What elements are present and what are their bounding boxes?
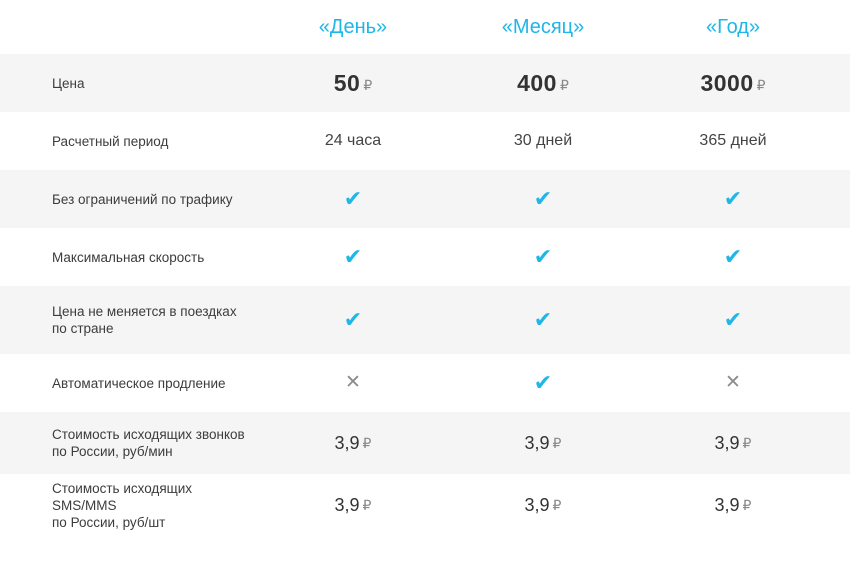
rate-value: 3,9 — [334, 494, 360, 515]
cell-sms-month — [448, 495, 638, 516]
row-label-auto-renewal: Автоматическое продление — [52, 375, 226, 391]
currency-symbol: ₽ — [559, 76, 569, 93]
price-value: 3000 — [700, 69, 754, 96]
row-label-line2: по стране — [52, 321, 114, 336]
row-label-line1: Цена не меняется в поездках — [52, 304, 237, 319]
period-value: 30 дней — [513, 132, 573, 149]
row-label-unlimited-traffic: Без ограничений по трафику — [52, 191, 233, 207]
column-header-year: «Год» — [705, 15, 761, 38]
cell-auto-year — [638, 373, 828, 393]
table-row — [0, 228, 850, 286]
table-row — [0, 112, 850, 170]
cell-speed-day — [258, 243, 448, 269]
column-header-month: «Месяц» — [501, 15, 585, 38]
cross-icon: ✕ — [725, 372, 741, 393]
cell-roaming-month — [448, 306, 638, 332]
currency-symbol: ₽ — [742, 496, 752, 513]
check-icon: ✔ — [533, 243, 553, 269]
rate-value: 3,9 — [714, 432, 740, 453]
check-icon: ✔ — [723, 185, 743, 211]
row-label-line1: Стоимость исходящих звонков — [52, 427, 245, 442]
cell-speed-month — [448, 243, 638, 269]
currency-symbol: ₽ — [552, 434, 562, 451]
cell-period-year — [638, 132, 828, 150]
cell-calls-month — [448, 433, 638, 454]
price-value: 400 — [517, 69, 557, 96]
check-icon: ✔ — [343, 243, 363, 269]
table-header-row — [0, 0, 850, 54]
check-icon: ✔ — [343, 306, 363, 332]
rate-value: 3,9 — [524, 494, 550, 515]
rate-value: 3,9 — [334, 432, 360, 453]
cell-roaming-day — [258, 306, 448, 332]
table-row — [0, 474, 850, 536]
cell-auto-month — [448, 369, 638, 395]
cell-price-month — [448, 70, 638, 97]
row-label-price: Цена — [52, 75, 85, 91]
cell-calls-day — [258, 433, 448, 454]
period-value: 365 дней — [699, 132, 767, 149]
cross-icon: ✕ — [345, 372, 361, 393]
cell-traffic-year — [638, 185, 828, 211]
cell-traffic-day — [258, 185, 448, 211]
cell-price-day — [258, 70, 448, 97]
currency-symbol: ₽ — [362, 434, 372, 451]
currency-symbol: ₽ — [742, 434, 752, 451]
table-body — [0, 54, 850, 536]
row-label-outgoing-calls — [0, 426, 258, 460]
check-icon: ✔ — [723, 306, 743, 332]
cell-period-day — [258, 132, 448, 150]
check-icon: ✔ — [723, 243, 743, 269]
row-label-outgoing-sms — [0, 480, 258, 531]
check-icon: ✔ — [343, 185, 363, 211]
check-icon: ✔ — [533, 306, 553, 332]
rate-value: 3,9 — [714, 494, 740, 515]
cell-sms-year — [638, 495, 828, 516]
table-row — [0, 354, 850, 412]
row-label-price-stable — [0, 303, 258, 337]
rate-value: 3,9 — [524, 432, 550, 453]
column-header-day: «День» — [318, 15, 388, 38]
currency-symbol: ₽ — [756, 76, 766, 93]
cell-period-month — [448, 132, 638, 150]
cell-price-year — [638, 70, 828, 97]
price-value: 50 — [333, 69, 361, 96]
table-row — [0, 286, 850, 354]
cell-traffic-month — [448, 185, 638, 211]
currency-symbol: ₽ — [362, 496, 372, 513]
cell-calls-year — [638, 433, 828, 454]
cell-auto-day — [258, 373, 448, 393]
row-label-max-speed: Максимальная скорость — [52, 249, 205, 265]
row-label-billing-period: Расчетный период — [52, 133, 169, 149]
row-label-line2: по России, руб/шт — [52, 514, 166, 530]
currency-symbol: ₽ — [552, 496, 562, 513]
cell-sms-day — [258, 495, 448, 516]
table-row — [0, 412, 850, 474]
check-icon: ✔ — [533, 185, 553, 211]
currency-symbol: ₽ — [363, 76, 373, 93]
table-row — [0, 170, 850, 228]
check-icon: ✔ — [533, 369, 553, 395]
period-value: 24 часа — [324, 132, 382, 149]
cell-speed-year — [638, 243, 828, 269]
table-row — [0, 54, 850, 112]
row-label-line2: по России, руб/мин — [52, 444, 173, 459]
cell-roaming-year — [638, 306, 828, 332]
row-label-line1: Стоимость исходящих SMS/MMS — [52, 480, 193, 513]
